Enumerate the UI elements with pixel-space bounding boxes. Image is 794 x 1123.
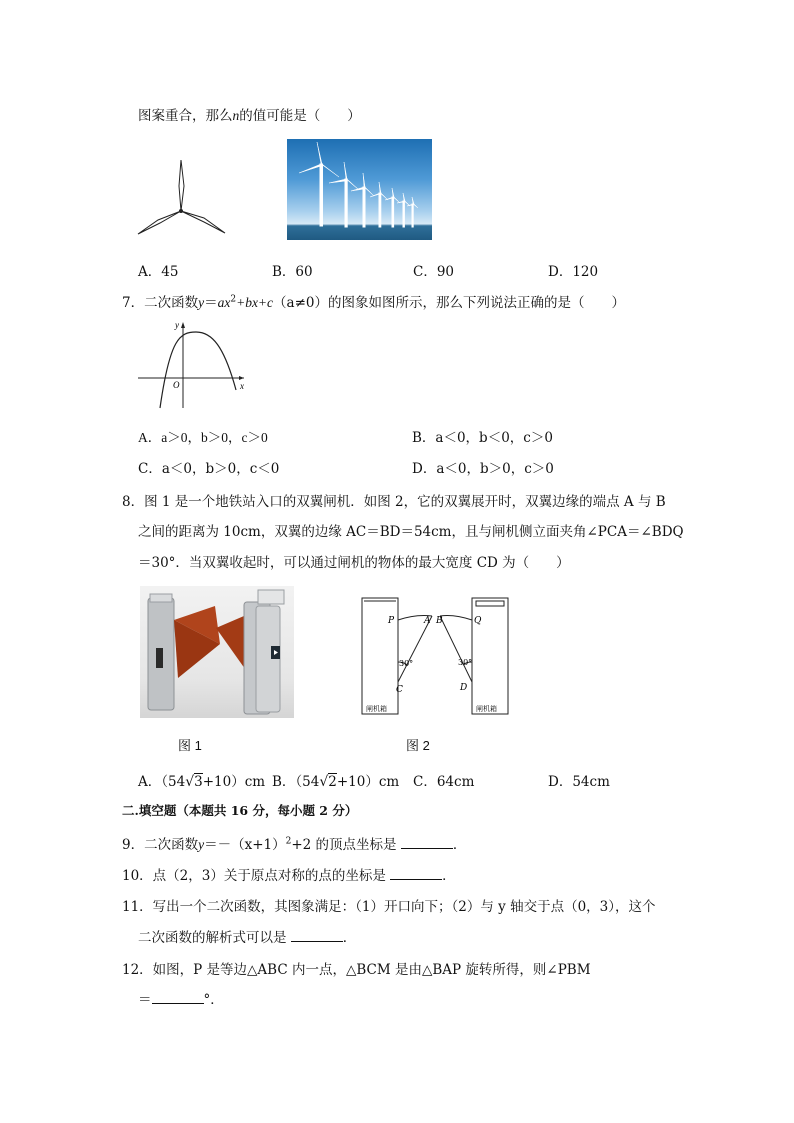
graph-y-label: y [175,320,179,330]
label-box-left: 闸机箱 [366,705,387,713]
q7-option-b: B．a＜0，b＜0，c＞0 [412,430,553,446]
q12-line-1: 12．如图，P 是等边△ABC 内一点，△BCM 是由△BAP 旋转所得，则∠PBM [122,962,591,978]
label-angle-left: 30° [399,659,414,668]
q9-eq: ＝－（x+1） [204,837,286,853]
gate-schematic [350,592,520,722]
q8-option-a-post: +10）cm [202,774,266,790]
label-a: A [424,616,431,626]
sqrt-symbol: √ [185,774,195,790]
q7-option-d: D．a＜0，b＞0，c＞0 [412,461,554,477]
q6-stem-text-a: 图案重合，那么 [138,108,233,124]
q10-pre: 10．点（2，3）关于原点对称的点的坐标是 [122,868,386,884]
q8-line-3: ＝30°．当双翼收起时，可以通过闸机的物体的最大宽度 CD 为（ ） [138,555,570,571]
q11-line-2-text: 二次函数的解析式可以是 [138,930,287,946]
q7-condition: （a≠0） [273,295,328,311]
q7-eq-sup: 2 [230,294,237,305]
graph-origin-label: O [173,380,180,390]
figure-1-caption: 图 1 [178,738,202,753]
q9-answer-blank[interactable] [401,835,453,849]
wind-turbine-photo [287,139,432,240]
q7-eq-y: y [198,295,205,310]
q12-line-2 [138,988,224,1008]
q7-stem [122,291,625,311]
q6-stem-text-b: 的值可能是（ ） [239,108,361,124]
q9-post: +2 的顶点坐标是 [291,837,397,853]
q12-line-2-post: °． [203,992,224,1008]
q11-line-2 [138,926,356,946]
q8-option-b-post: +10）cm [336,774,400,790]
q6-option-d: D．120 [548,264,599,280]
q11-line-1: 11．写出一个二次函数，其图象满足：（1）开口向下；（2）与 y 轴交于点（0，3），这个 [122,899,656,915]
q10-answer-blank[interactable] [390,866,442,880]
parabola-graph [136,318,248,410]
q7-eq-rest: +bx+c [236,295,274,310]
figure-2-caption: 图 2 [406,738,430,753]
label-q: Q [474,616,482,626]
q7-eq-mid: ＝ [204,295,218,311]
q6-var-n: n [232,108,240,123]
q8-option-b-pre: B．（54 [272,774,320,790]
q8-option-b-radicand: 2 [328,774,337,790]
q8-option-a-radicand: 3 [194,774,203,790]
q7-num: 7．二次函数 [122,295,199,311]
q7-option-a: A．a＞0，b＞0，c＞0 [138,430,268,445]
q9-y: y [198,837,205,852]
q6-option-c: C．90 [413,264,455,280]
q9-sup: 2 [285,836,292,847]
q12-line-2-pre: ＝ [138,992,152,1008]
graph-x-label: x [240,381,244,391]
q8-option-d: D．54cm [548,774,610,790]
q8-option-a [138,770,265,790]
label-d: D [460,683,468,693]
q11-answer-blank[interactable] [291,928,343,942]
q9 [122,833,466,853]
q6-stem [138,104,361,124]
q8-option-b [272,770,399,790]
q8-option-c: C．64cm [413,774,475,790]
label-p: P [388,616,395,626]
q8-option-a-pre: A．（54 [138,774,186,790]
section-2-heading: 二.填空题（本题共 16 分，每小题 2 分） [122,803,358,818]
q12-answer-blank[interactable] [152,990,204,1004]
label-b: B [436,616,443,626]
q8-line-2: 之间的距离为 10cm，双翼的边缘 AC＝BD＝54cm，且与闸机侧立面夹角∠PCA＝∠BDQ [138,524,684,540]
q6-option-b: B．60 [272,264,313,280]
q10-end: ． [442,868,456,884]
wind-turbine-drawing [287,139,432,240]
q7-eq-a: ax [217,295,231,310]
q11-end: ． [342,930,357,946]
label-c: C [396,685,403,695]
subway-gate-drawing [140,586,294,718]
q8-line-1: 8．图 1 是一个地铁站入口的双翼闸机．如图 2，它的双翼展开时，双翼边缘的端点 A 与 B [122,494,666,510]
subway-gate-photo [140,586,294,718]
q9-end: ． [452,837,467,853]
q7-option-c: C．a＜0，b＞0，c＜0 [138,461,280,477]
q6-option-a: A．45 [138,264,179,280]
label-angle-right: 30° [458,658,473,667]
q9-pre: 9．二次函数 [122,837,199,853]
label-box-right: 闸机箱 [476,705,497,713]
q7-tail: 的图象如图所示，那么下列说法正确的是（ ） [328,295,625,311]
sqrt-symbol: √ [319,774,329,790]
three-blade-figure [136,156,228,238]
q10 [122,864,456,884]
